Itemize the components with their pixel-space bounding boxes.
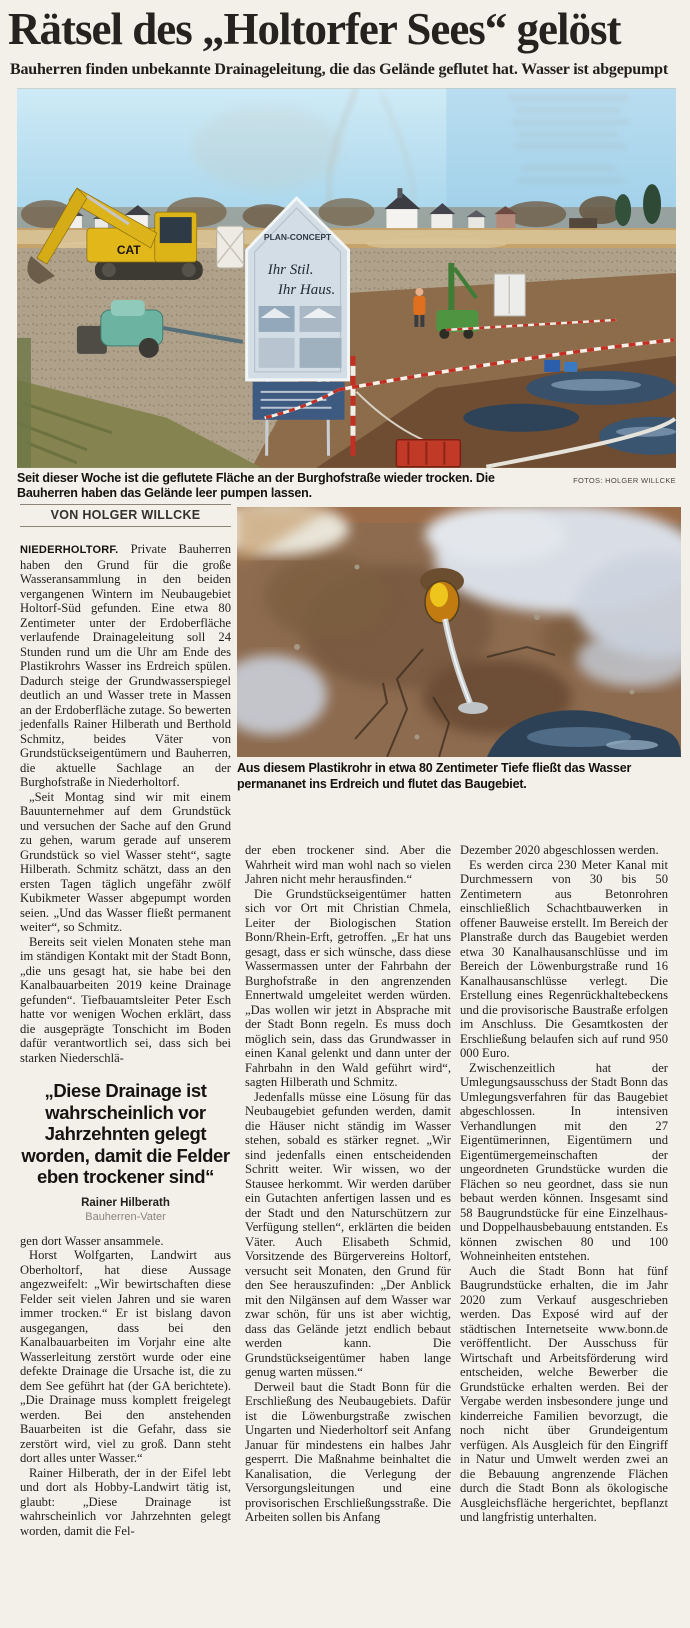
paragraph: Auch die Stadt Bonn hat fünf Baugrundstücke erhalten, die im Jahr 2020 zum Verkauf ausgeschrieben werden. Das Exposé wird auf der städtischen Internetseite www.bonn.de veröffentlicht. Der Ausschuss für Wirtschaft und Arbeitsförderung wird entscheiden, welche Bewerber die Grundstücke erhalten werden. Bei der Vergabe werden insbesondere junge und kinderreiche Familien bevorzugt, die noch nicht über Grundeigentum verfügen. Als Ausgleich für den Eingriff in Natur und Umwelt werden zwei an die Bebauung angrenzende Flächen durch die Stadt Bonn als ökologische Ausgleichsfläche hergerichtet, bepflanzt und langfristig unterhalten. (460, 1263, 668, 1524)
paragraph: Derweil baut die Stadt Bonn für die Erschließung des Neubaugebiets. Dafür ist die Löwenburgstraße zwischen Ungarten und Niederholtorf seit Anfang Januar für mindestens ein halbes Jahr gesperrt. Die Maßnahme beinhaltet die Kanalisation, die Verlegung der Versorgungsleitungen und eine provisorischen Erschließungsstraße. Die Arbeiten sollen bis Anfang (245, 1379, 451, 1524)
pull-quote-text: „Diese Drainage ist wahrscheinlich vor Jahrzehnten gelegt worden, damit die Felder eben trockener sind“ (21, 1080, 230, 1187)
main-photo-caption: Seit dieser Woche ist die geflutete Fläche an der Burghofstraße wieder trocken. Die Bauherren haben das Gelände leer pumpen lassen. (17, 471, 495, 500)
red-crate (396, 440, 460, 467)
paragraph: Zwischenzeitlich hat der Umlegungsausschuss der Stadt Bonn das Umlegungsverfahren für das Baugebiet abgeschlossen. In intensiven Verhandlungen mit den 27 Eigentümerinnen, Eigentümern und Eigentümergemeinschaften der ungeordneten Grundstücke wurden die Flächen so neu geordnet, dass sie nun bebaut werden können. Insgesamt sind 58 Baugrundstücke für eine Einzelhaus- und Doppelhausbebauung entstanden. Es können zwischen 80 und 100 Wohneinheiten entstehen. (460, 1060, 668, 1263)
paragraph: Es werden circa 230 Meter Kanal mit Durchmessern von 30 bis 50 Zentimetern aus Betonrohren einschließlich Schachtbauwerken in offener Bauweise erstellt. Im Bereich der Planstraße durch das Baugebiet werden etwa 30 Kanalhausanschlüsse und im Bereich der Löwenburgstraße rund 16 Kanalhausanschlüsse verlegt. Die Erstellung eines Regenrückhaltebeckens und die provisorische Baustraße erfolgen im Anschluss. Die Gesamtkosten der Erschließung belaufen sich auf rund 950 000 Euro. (460, 857, 668, 1060)
photo-credit: FOTOS: HOLGER WILLCKE (573, 476, 676, 485)
headline: Rätsel des „Holtorfer Sees“ gelöst (8, 4, 621, 54)
paragraph: Rainer Hilberath, der in der Eifel lebt und dort als Hobby-Landwirt tätig ist, glaubt: „Diese Drainage ist wahrscheinlich vor Jahrzehnten gelegt worden, damit die Fel- (20, 1465, 231, 1538)
sign-title: PLAN-CONCEPT (263, 232, 332, 243)
article-column-1 (20, 542, 231, 1624)
paragraph: Bereits seit vielen Monaten stehe man im ständigen Kontakt mit der Stadt Bonn, „die uns gesagt hat, sie habe bei den Kanalbauarbeiten 2019 keine Drainage gefunden“. Tiefbauamtsleiter Peter Esch hatte vor wenigen Wochen erklärt, dass die ausgeprägte Tonschicht im Boden dafür verantwortlich sei, dass sich bei starken Niederschlä- (20, 934, 231, 1065)
construction-site-illustration (17, 88, 676, 468)
white-container (494, 274, 525, 316)
paragraph-continuation: Dezember 2020 abgeschlossen werden. (460, 843, 659, 857)
drain-pipe-illustration (237, 507, 681, 757)
pull-quote-role: Bauherren-Vater (85, 1211, 166, 1223)
inline-photo-caption: Aus diesem Plastikrohr in etwa 80 Zentimeter Tiefe fließt das Wasser permananet ins Erdreich und flutet das Baugebiet. (237, 761, 632, 791)
subhead: Bauherren finden unbekannte Drainageleitung, die das Gelände geflutet hat. Wasser ist abgepumpt (10, 61, 668, 78)
article-column-2 (245, 843, 451, 1624)
main-photo (17, 88, 676, 468)
excavator-brand: CAT (116, 243, 141, 258)
paragraph-text: Private Bauherren haben den Grund für die große Wasseransammlung in den beiden vergangenen Wintern im Neubaugebiet Holtorf-Süd gefunden. Eine etwa 80 Zentimeter unter der Erdoberfläche verlaufende Drainageleitung soll 24 Stunden rund um die Uhr am Ende des Plastikrohrs Wasser ins Erdreich spülen. Dadurch steige der Grundwasserspiegel deutlich an und Wasser trete in Massen an der Erdoberfläche zutage. So bewerten jedenfalls Rainer Hilberath und Berthold Schmitz, beides Väter von Grundstückseigentümern und Bauherren, die aktuelle Sachlage an der Burghofstraße in Niederholtorf. (20, 542, 231, 789)
white-tank (217, 226, 244, 268)
lead-paragraph (20, 542, 231, 790)
paragraph: Die Grundstückseigentümer hatten sich vor Ort mit Christian Chmela, Leiter der Biologischen Station Bonn/Rhein-Erft, getroffen. „Er hat uns gesagt, dass er sich wünsche, dass diese Wassermassen unter der Fahrbahn der Burghofstraße in den angrenzenden Ennertwald umgeleitet werden würden. „Das wollen wir jetzt in Absprache mit der Stadt Bonn regeln. Es muss doch möglich sein, dass das Grundwasser in einen Kanal gelenkt und dann unter der Fahrbahn in den Wald geführt wird“, sagten Hilberath und Schmitz. (245, 886, 451, 1089)
paragraph-continuation: gen dort Wasser ansammele. (20, 1233, 164, 1248)
paragraph-continuation: der eben trockener sind. Aber die Wahrheit wird man wohl nach so vielen Jahren nicht mehr herausfinden.“ (245, 843, 451, 886)
inline-photo (237, 507, 681, 757)
pull-quote-author: Rainer Hilberath (81, 1196, 170, 1209)
article-column-3 (460, 843, 668, 1624)
sign-script-line1: Ihr Stil. (267, 262, 314, 279)
dateline: NIEDERHOLTORF. (20, 544, 119, 556)
paragraph: Horst Wolfgarten, Landwirt aus Oberholtorf, hat diese Aussage angezweifelt: „Wir bewirtschaften diese Felder seit vielen Jahren und sie waren immer trocken.“ Er ist bislang davon ausgegangen, dass bei den Kanalbauarbeiten im Vorjahr eine alte Wasserleitung zerstört wurde oder eine defekte Drainage die Ursache ist, die zu dem See geführt hat (der GA berichtete). „Die Drainage muss komplett freigelegt werden. Bei den anstehenden Bauarbeiten ist die Gefahr, dass sie zerstört wird, viel zu groß. Dann steht dort alles unter Wasser.“ (20, 1248, 231, 1465)
sign-lower-panel (253, 382, 345, 420)
sign-script-line2: Ihr Haus. (277, 281, 336, 298)
paragraph: „Seit Montag sind wir mit einem Bauunternehmer auf dem Grundstück und versuchen der Sache auf den Grund zu gehen, warum gerade auf unserem Grundstück so viel Wasser steht“, sagte Hilberath. Schmitz schätzt, dass an den ersten Tagen täglich ungefähr zwölf Kubikmeter Wasser abgepumpt worden seien. „Und das Wasser fließt permanent weiter“, so Schmitz. (20, 789, 231, 934)
pull-quote (21, 1080, 230, 1225)
byline: VON HOLGER WILLCKE (20, 504, 231, 527)
paragraph: Jedenfalls müsse eine Lösung für das Neubaugebiet gefunden werden, damit die Häuser nicht ständig im Wasser stehen, sobald es stärker regnet. „Wir sind jedenfalls einen entscheidenden Schritt weiter. Wir wissen, wo der Stausee herkommt. Wir werden darüber ein Gutachten anfertigen lassen und es der Stadt und den Naturschützern zur Verfügung stellen“, erklärten die beiden Väter. Auch Elisabeth Schmid, Vorsitzende des Bürgervereins Holtorf, versucht seit Monaten, den Grund für den See herauszufinden: „Der Anblick mit den Nilgänsen auf dem Wasser war zwar schön, für uns ist aber wichtig, dass das Gelände jetzt endlich bebaut werden kann. Die Grundstückseigentümer haben lange genug warten müssen.“ (245, 1089, 451, 1379)
